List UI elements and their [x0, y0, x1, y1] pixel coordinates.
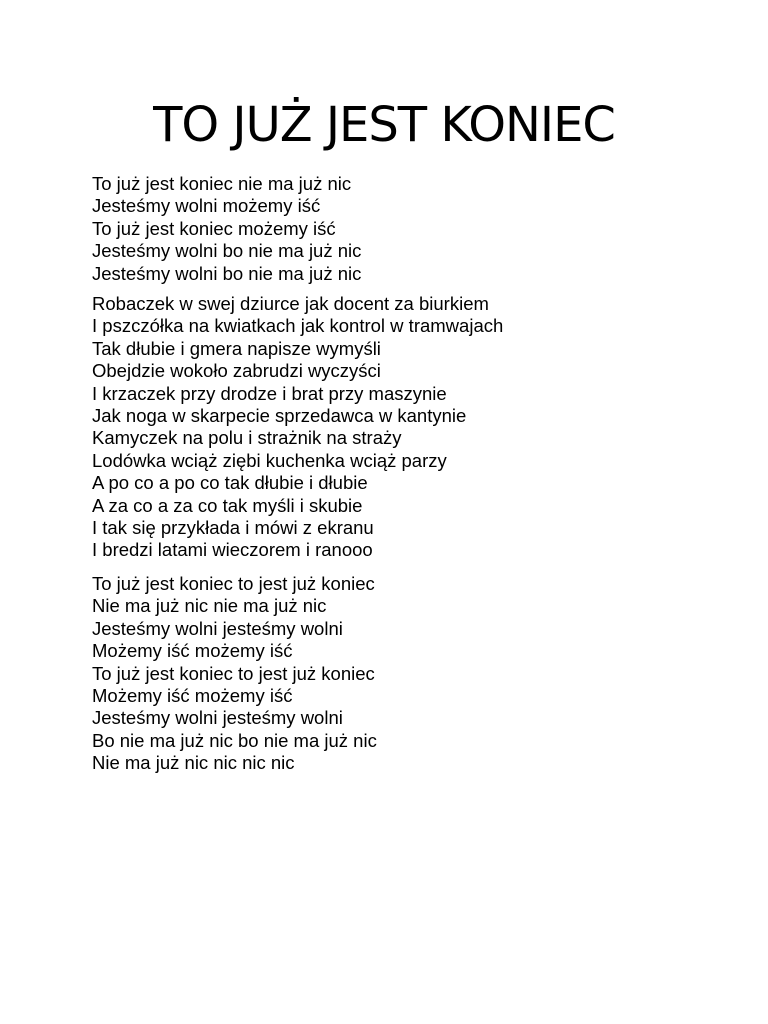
stanza-2 — [92, 293, 503, 562]
lyric-line: To już jest koniec nie ma już nic — [92, 173, 352, 194]
lyric-line: Jesteśmy wolni jesteśmy wolni — [92, 707, 343, 729]
lyric-line: To już jest koniec to jest już koniec — [92, 662, 375, 684]
lyric-line: Nie ma już nic nic nic nic — [92, 752, 295, 774]
stanza-1 — [92, 173, 361, 285]
lyric-line: Lodówka wciąż ziębi kuchenka wciąż parzy — [92, 449, 447, 471]
song-title: TO JUŻ JEST KONIEC — [153, 97, 615, 153]
lyric-line: Jesteśmy wolni bo nie ma już nic — [92, 240, 362, 262]
lyric-line: Możemy iść możemy iść — [92, 685, 293, 707]
lyric-line: Jesteśmy wolni bo nie ma już nic — [92, 262, 362, 284]
lyric-line: Tak dłubie i gmera napisze wymyśli — [92, 337, 381, 359]
lyric-line: Jak noga w skarpecie sprzedawca w kantynie — [92, 405, 467, 427]
lyric-line: Kamyczek na polu i strażnik na straży — [92, 427, 402, 449]
lyric-line: Bo nie ma już nic bo nie ma już nic — [92, 729, 377, 751]
lyric-line: Jesteśmy wolni możemy iść — [92, 195, 321, 217]
lyric-line: To już jest koniec możemy iść — [92, 217, 336, 239]
stanza-3 — [92, 573, 377, 775]
lyric-line: Robaczek w swej dziurce jak docent za biurkiem — [92, 293, 489, 314]
lyric-line: To już jest koniec to jest już koniec — [92, 573, 375, 594]
lyric-line: Obejdzie wokoło zabrudzi wyczyści — [92, 360, 381, 382]
lyric-line: I tak się przykłada i mówi z ekranu — [92, 517, 374, 539]
lyric-line: A za co a za co tak myśli i skubie — [92, 494, 363, 516]
lyric-line: I krzaczek przy drodze i brat przy maszynie — [92, 382, 447, 404]
lyric-line: Możemy iść możemy iść — [92, 640, 293, 662]
lyric-line: Nie ma już nic nie ma już nic — [92, 595, 327, 617]
lyric-line: A po co a po co tak dłubie i dłubie — [92, 472, 368, 494]
lyric-line: Jesteśmy wolni jesteśmy wolni — [92, 617, 343, 639]
lyric-line: I bredzi latami wieczorem i ranooo — [92, 539, 373, 561]
lyric-line: I pszczółka na kwiatkach jak kontrol w tramwajach — [92, 315, 504, 337]
